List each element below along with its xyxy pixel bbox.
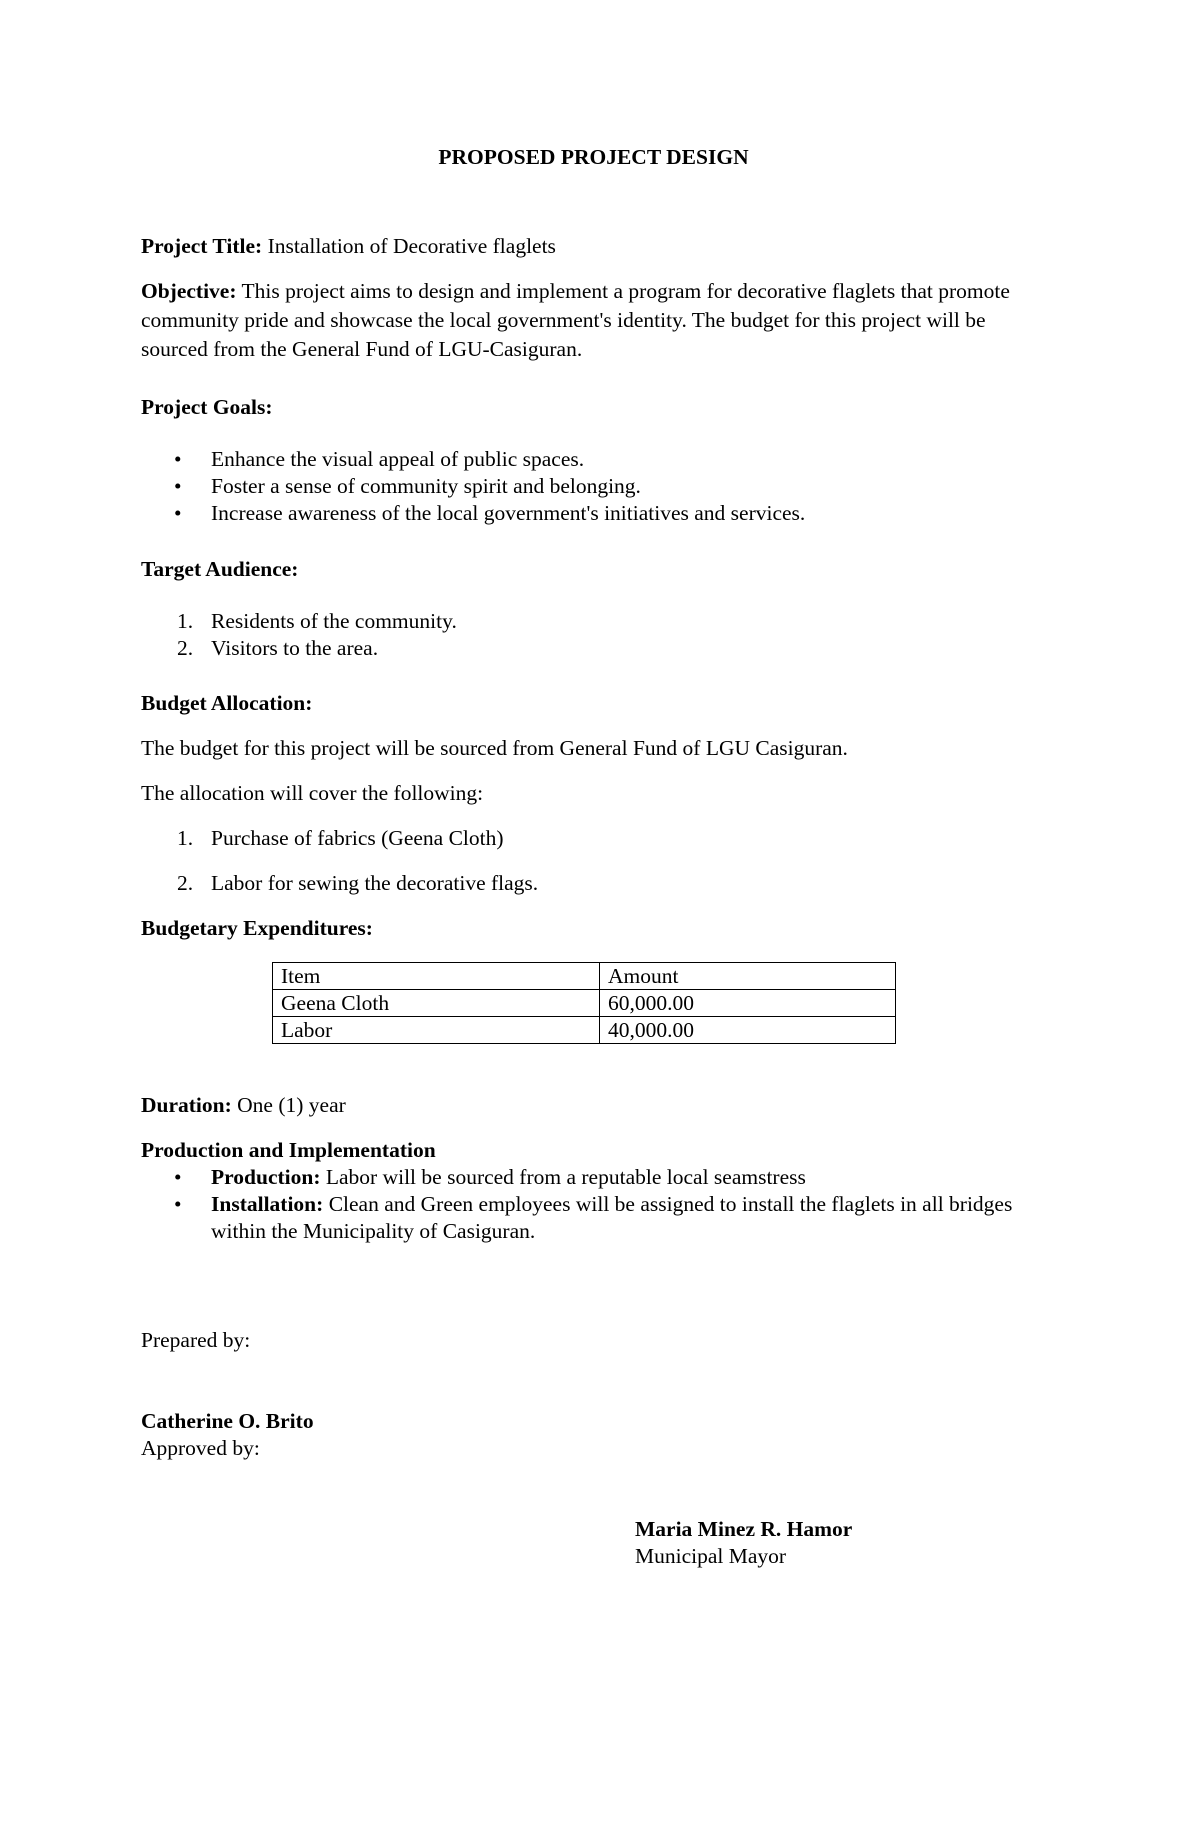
production-item-label: Production: [211, 1165, 321, 1189]
list-number: 1. [177, 609, 194, 633]
list-item: • Increase awareness of the local government's initiatives and services. [141, 500, 1046, 527]
list-item [141, 1164, 1046, 1191]
approver-name: Maria Minez R. Hamor [635, 1517, 853, 1541]
project-title-label: Project Title: [141, 234, 263, 258]
table-header-cell: Item [273, 963, 600, 990]
production-item-label: Installation: [211, 1192, 324, 1216]
production-heading: Production and Implementation [141, 1138, 436, 1162]
approved-by-label: Approved by: [141, 1436, 260, 1460]
budget-item-1 [141, 824, 1046, 853]
list-item [141, 635, 1046, 662]
table-cell: 40,000.00 [600, 1017, 896, 1044]
list-item: • Foster a sense of community spirit and belonging. [141, 473, 1046, 500]
target-audience-list [141, 608, 1046, 662]
list-number: 2. [177, 636, 194, 660]
budget-item-2 [141, 869, 1046, 898]
list-text: Residents of the community. [211, 609, 457, 633]
project-title-value: Installation of Decorative flaglets [267, 234, 556, 258]
document-title: PROPOSED PROJECT DESIGN [438, 145, 749, 169]
target-audience-heading: Target Audience: [141, 557, 299, 581]
duration-value: One (1) year [237, 1093, 346, 1117]
table-cell: Labor [273, 1017, 600, 1044]
list-item: • Enhance the visual appeal of public spaces. [141, 446, 1046, 473]
list-item [141, 1191, 1046, 1245]
budget-source-text: The budget for this project will be sourced from General Fund of LGU Casiguran. [141, 736, 848, 760]
duration-label: Duration: [141, 1093, 232, 1117]
budgetary-expenditures-heading: Budgetary Expenditures: [141, 916, 373, 940]
list-item [141, 824, 1046, 853]
objective-text: This project aims to design and implement a program for decorative flaglets that promote community pride and showcase the local government's identity. The budget for this project will be sourced from the General Fund of LGU-Casiguran. [141, 279, 1010, 361]
preparer-name: Catherine O. Brito [141, 1409, 314, 1433]
duration-line [141, 1091, 1046, 1120]
list-text: Purchase of fabrics (Geena Cloth) [211, 826, 504, 850]
project-goals-heading: Project Goals: [141, 395, 273, 419]
production-item-text: Labor will be sourced from a reputable local seamstress [325, 1165, 806, 1189]
approver-title: Municipal Mayor [635, 1544, 787, 1568]
project-title-line [141, 232, 1046, 261]
budget-intro-text: The allocation will cover the following: [141, 781, 484, 805]
list-item [141, 608, 1046, 635]
table-cell: 60,000.00 [600, 990, 896, 1017]
table-header-row [273, 963, 896, 990]
table-row [273, 1017, 896, 1044]
list-number: 1. [177, 826, 194, 850]
list-text: Visitors to the area. [211, 636, 379, 660]
expenditures-table [272, 962, 896, 1044]
production-list [141, 1164, 1046, 1245]
table-row [273, 990, 896, 1017]
objective-paragraph [141, 277, 1046, 364]
objective-label: Objective: [141, 279, 237, 303]
table-cell: Geena Cloth [273, 990, 600, 1017]
list-number: 2. [177, 871, 194, 895]
table-header-cell: Amount [600, 963, 896, 990]
budget-allocation-heading: Budget Allocation: [141, 691, 313, 715]
prepared-by-label: Prepared by: [141, 1328, 251, 1352]
list-text: Labor for sewing the decorative flags. [211, 871, 539, 895]
list-item [141, 869, 1046, 898]
production-item-text: Clean and Green employees will be assigned to install the flaglets in all bridges within the Municipality of Casiguran. [211, 1192, 1013, 1243]
project-goals-list [141, 446, 1046, 527]
